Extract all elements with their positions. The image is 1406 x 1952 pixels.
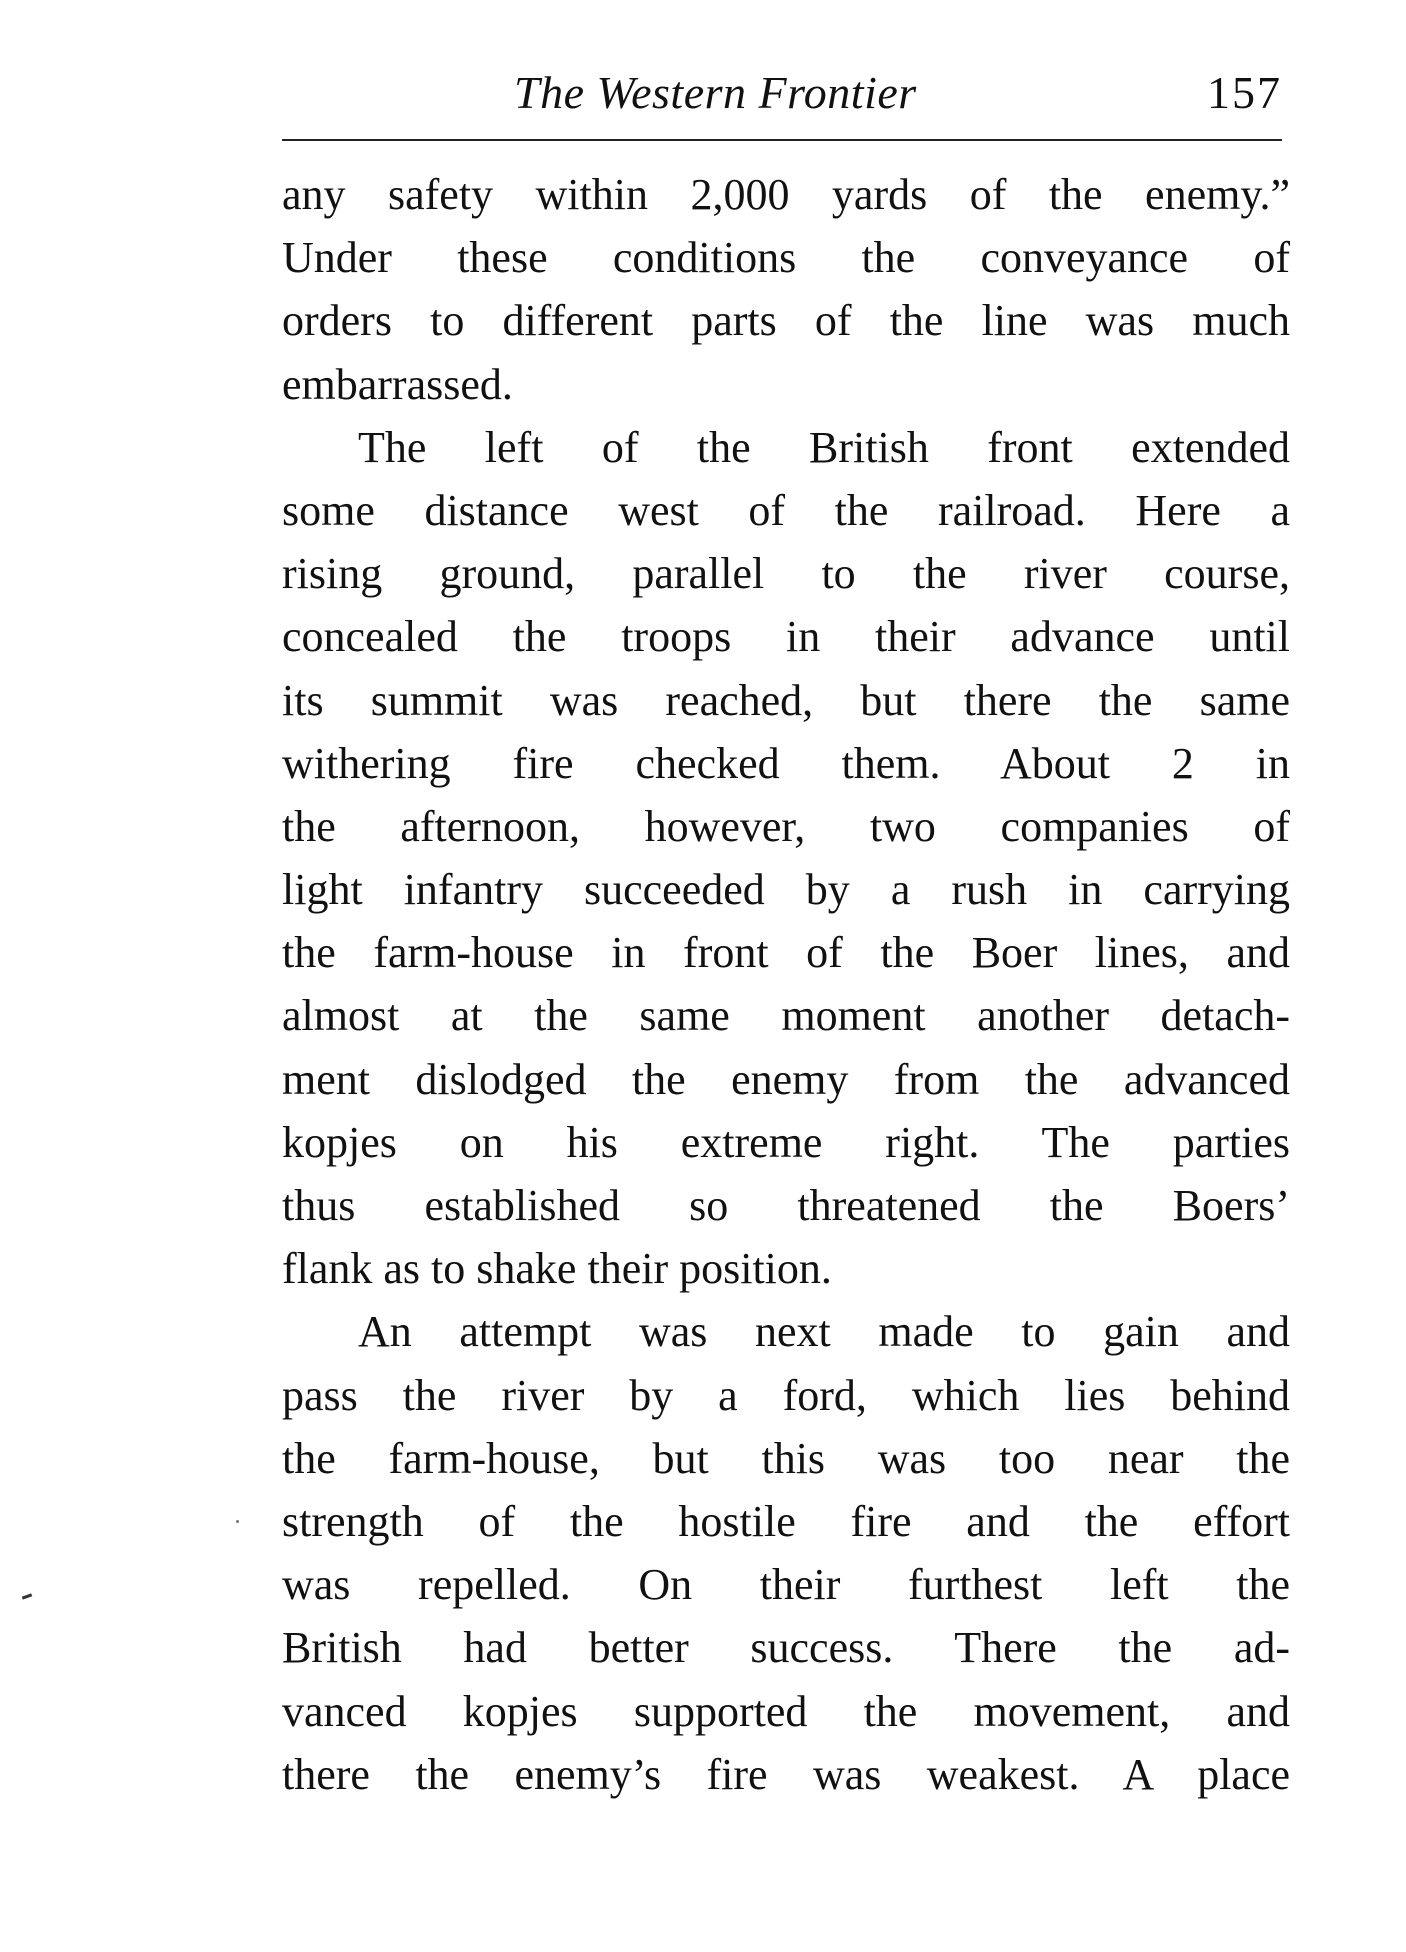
text-line: pass the river by a ford, which lies behind (282, 1370, 1290, 1420)
text-line: ment dislodged the enemy from the advanced (282, 1054, 1290, 1104)
text-line: orders to different parts of the line was much (282, 296, 1290, 346)
scan-speck (22, 1593, 32, 1599)
text-line: embarrassed. (282, 359, 513, 409)
text-line: rising ground, parallel to the river course, (282, 549, 1290, 599)
header-rule (282, 139, 1282, 141)
text-line: flank as to shake their position. (282, 1244, 832, 1294)
text-line: Under these conditions the conveyance of (282, 233, 1290, 283)
running-header (282, 62, 1282, 124)
text-line: the farm-house in front of the Boer lines, and (282, 928, 1290, 978)
page-number: 157 (1207, 67, 1282, 118)
running-title: The Western Frontier (514, 67, 917, 118)
text-line: withering fire checked them. About 2 in (282, 738, 1290, 788)
text-line: kopjes on his extreme right. The parties (282, 1117, 1290, 1167)
text-line: light infantry succeeded by a rush in carrying (282, 865, 1290, 915)
body-text (282, 163, 1290, 1806)
text-line: concealed the troops in their advance until (282, 612, 1290, 662)
text-line: some distance west of the railroad. Here a (282, 485, 1290, 535)
text-line: strength of the hostile fire and the effort (282, 1496, 1290, 1546)
text-line: there the enemy’s fire was weakest. A place (282, 1749, 1290, 1799)
paragraph-start-line: The left of the British front extended (358, 422, 1290, 472)
scan-speck (236, 1520, 239, 1523)
text-line: the afternoon, however, two companies of (282, 801, 1290, 851)
text-line: vanced kopjes supported the movement, and (282, 1686, 1290, 1736)
text-line: was repelled. On their furthest left the (282, 1560, 1290, 1610)
paragraph-start-line: An attempt was next made to gain and (358, 1307, 1290, 1357)
text-line: its summit was reached, but there the same (282, 675, 1290, 725)
text-line: almost at the same moment another detach- (282, 991, 1290, 1041)
text-line: the farm-house, but this was too near the (282, 1433, 1290, 1483)
text-line: any safety within 2,000 yards of the enemy.” (282, 170, 1290, 219)
text-line: thus established so threatened the Boers’ (282, 1181, 1290, 1230)
text-line: British had better success. There the ad- (282, 1623, 1290, 1673)
